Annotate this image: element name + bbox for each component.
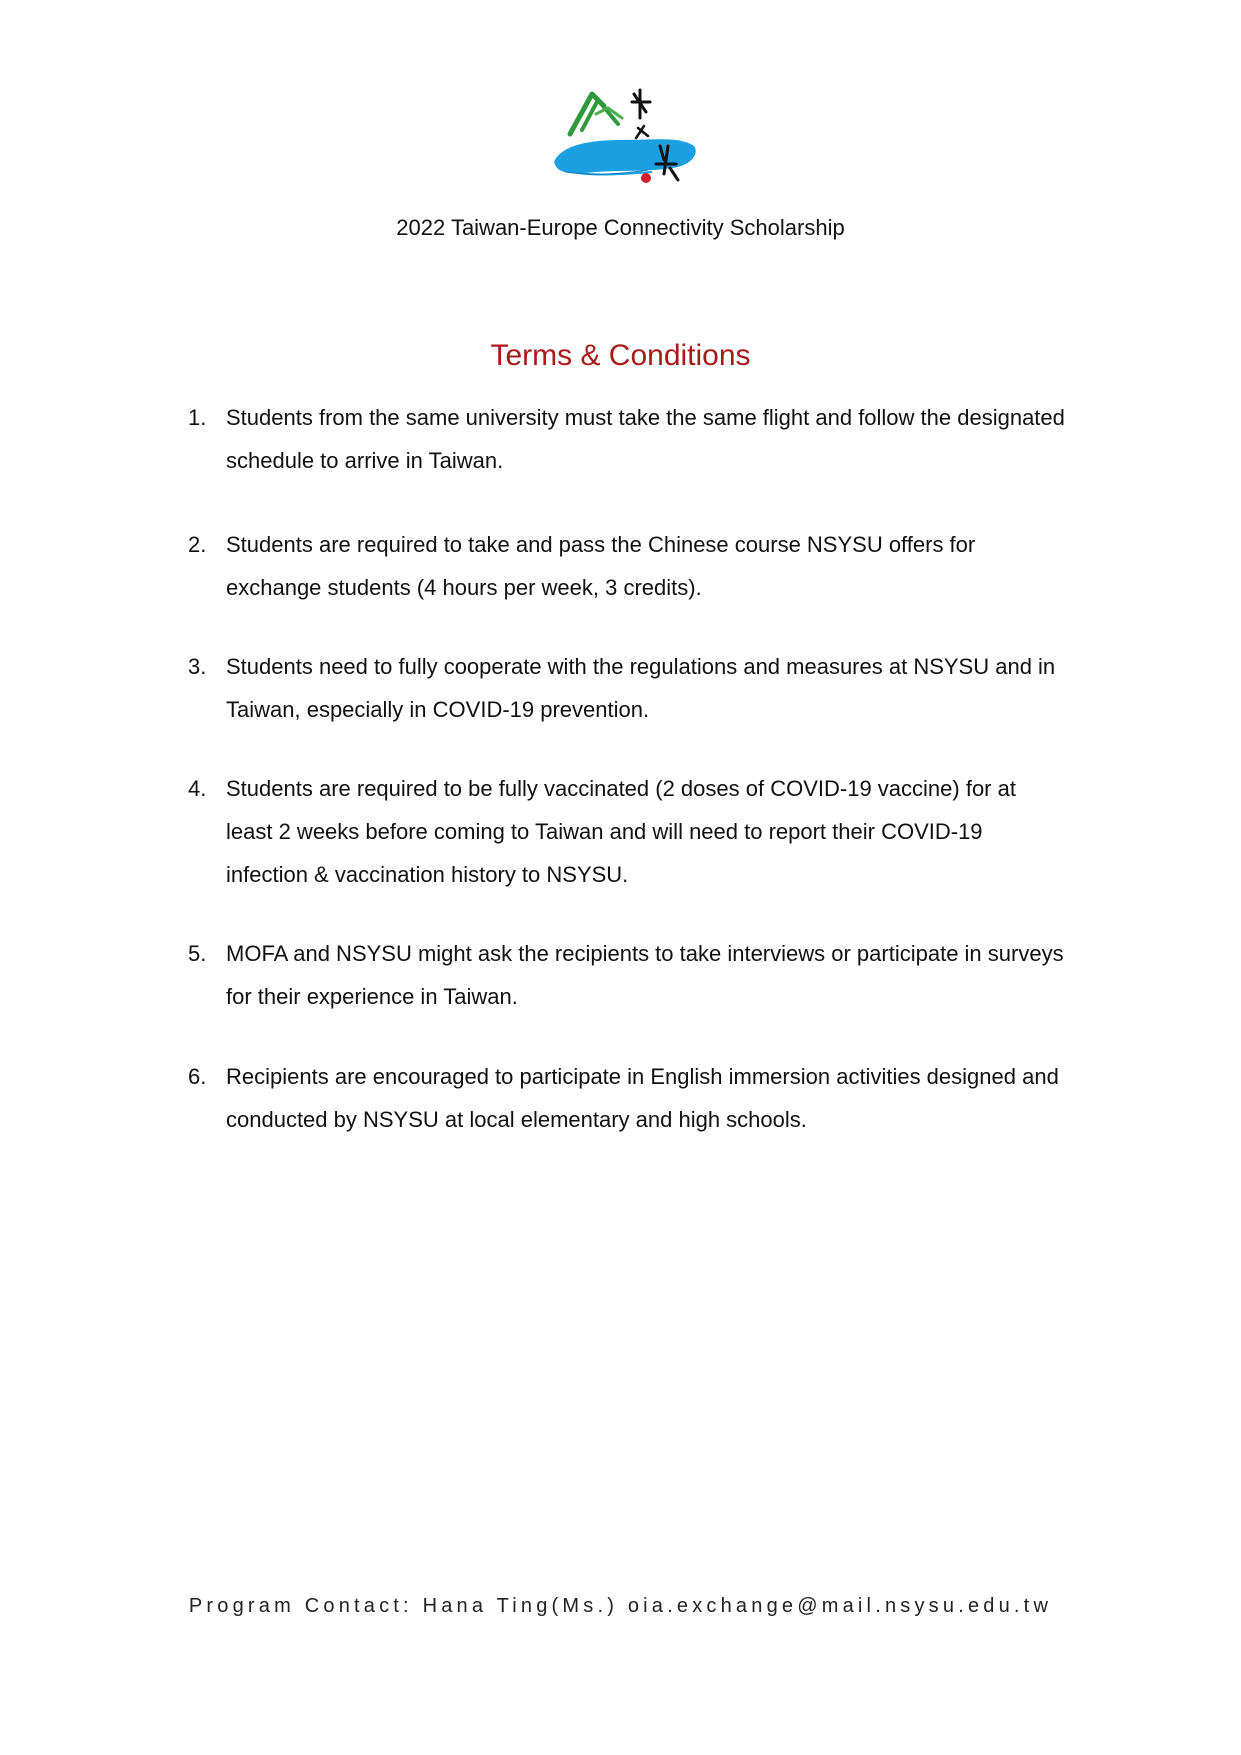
term-text: Students are required to take and pass the Chinese course NSYSU offers for exchange students (4 hours per week, 3 credits). — [226, 532, 976, 600]
term-text: Recipients are encouraged to participate in English immersion activities designed and conducted by NSYSU at local elementary and high schools. — [226, 1064, 1059, 1132]
term-number: 5. — [188, 941, 207, 966]
term-number: 2. — [188, 532, 207, 557]
term-number: 6. — [188, 1064, 207, 1089]
term-text: Students from the same university must take the same flight and follow the designated schedule to arrive in Taiwan. — [226, 405, 1065, 473]
nsysu-logo-icon — [552, 84, 700, 192]
page-title: Terms & Conditions — [490, 339, 751, 372]
term-text: Students are required to be fully vaccinated (2 doses of COVID-19 vaccine) for at least 2 weeks before coming to Taiwan and will need to report their COVID-19 infection & vaccination history to NSYSU. — [226, 776, 1016, 887]
term-text: MOFA and NSYSU might ask the recipients to take interviews or participate in surveys for their experience in Taiwan. — [226, 941, 1064, 1009]
term-text: Students need to fully cooperate with the regulations and measures at NSYSU and in Taiwan, especially in COVID-19 prevention. — [226, 654, 1056, 722]
term-number: 4. — [188, 776, 207, 801]
term-number: 3. — [188, 654, 207, 679]
scholarship-title: 2022 Taiwan-Europe Connectivity Scholarship — [396, 215, 845, 240]
program-contact: Program Contact: Hana Ting(Ms.) oia.exchange@mail.nsysu.edu.tw — [188, 1595, 1053, 1617]
term-number: 1. — [188, 405, 207, 430]
